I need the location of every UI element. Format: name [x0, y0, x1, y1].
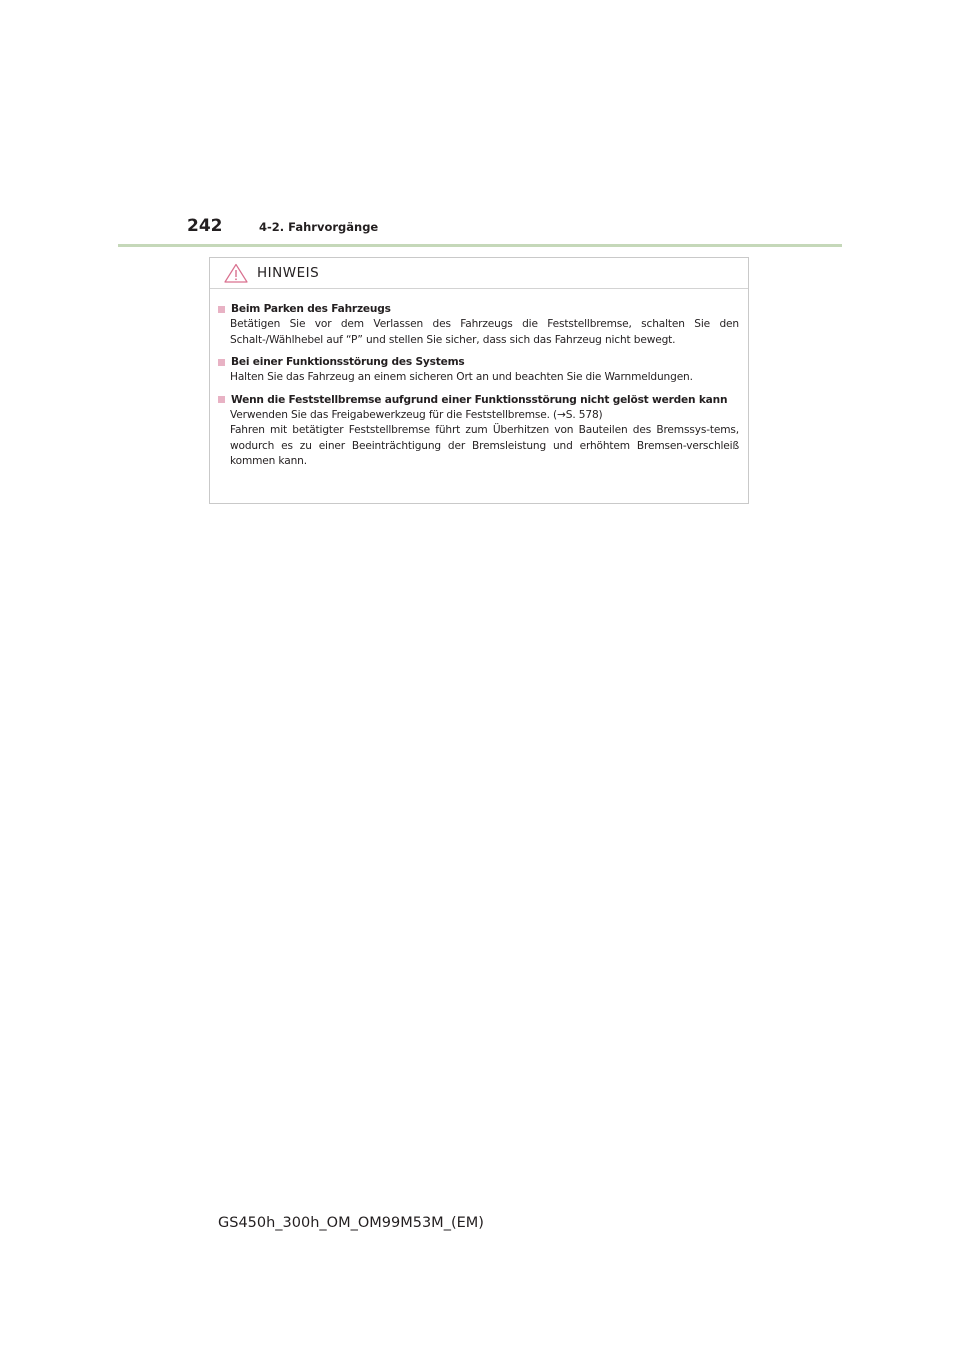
document-code: GS450h_300h_OM_OM99M53M_(EM) — [218, 1215, 484, 1231]
notice-item-text: Fahren mit betätigter Feststellbremse führt zum Überhitzen von Bauteilen des Bremssys-tems, wodurch es zu einer Beeinträchtigung der Bremsleistung und erhöhtem Bremsen-verschleiß kommen kann. — [230, 424, 739, 467]
notice-title: HINWEIS — [257, 265, 320, 281]
square-bullet-icon — [218, 396, 225, 403]
notice-item-heading: Wenn die Feststellbremse aufgrund einer Funktionsstörung nicht gelöst werden kann — [231, 393, 728, 406]
notice-item-heading: Beim Parken des Fahrzeugs — [231, 303, 391, 315]
notice-item-text: Halten Sie das Fahrzeug an einem sicheren Ort an und beachten Sie die Warnmeldungen. — [230, 371, 693, 383]
section-title: 4-2. Fahrvorgänge — [259, 220, 379, 234]
notice-header — [210, 258, 748, 289]
square-bullet-icon — [218, 306, 225, 313]
notice-item-brake-release — [218, 392, 739, 470]
notice-item-text: Betätigen Sie vor dem Verlassen des Fahrzeugs die Feststellbremse, schalten Sie den Schalt-/Wählhebel auf “P” und stellen Sie sicher, dass sich das Fahrzeug nicht bewegt. — [230, 318, 739, 346]
notice-body — [210, 289, 748, 470]
square-bullet-icon — [218, 359, 225, 366]
notice-item-malfunction — [218, 354, 739, 386]
notice-item-text: Verwenden Sie das Freigabewerkzeug für die Feststellbremse. (→S. 578) — [230, 408, 603, 421]
notice-item-parking — [218, 301, 739, 348]
page-number: 242 — [187, 216, 223, 236]
header-rule — [118, 244, 842, 247]
warning-triangle-icon — [224, 263, 248, 283]
notice-box — [209, 257, 749, 504]
page-header — [187, 216, 378, 236]
notice-item-heading: Bei einer Funktionsstörung des Systems — [231, 356, 465, 368]
